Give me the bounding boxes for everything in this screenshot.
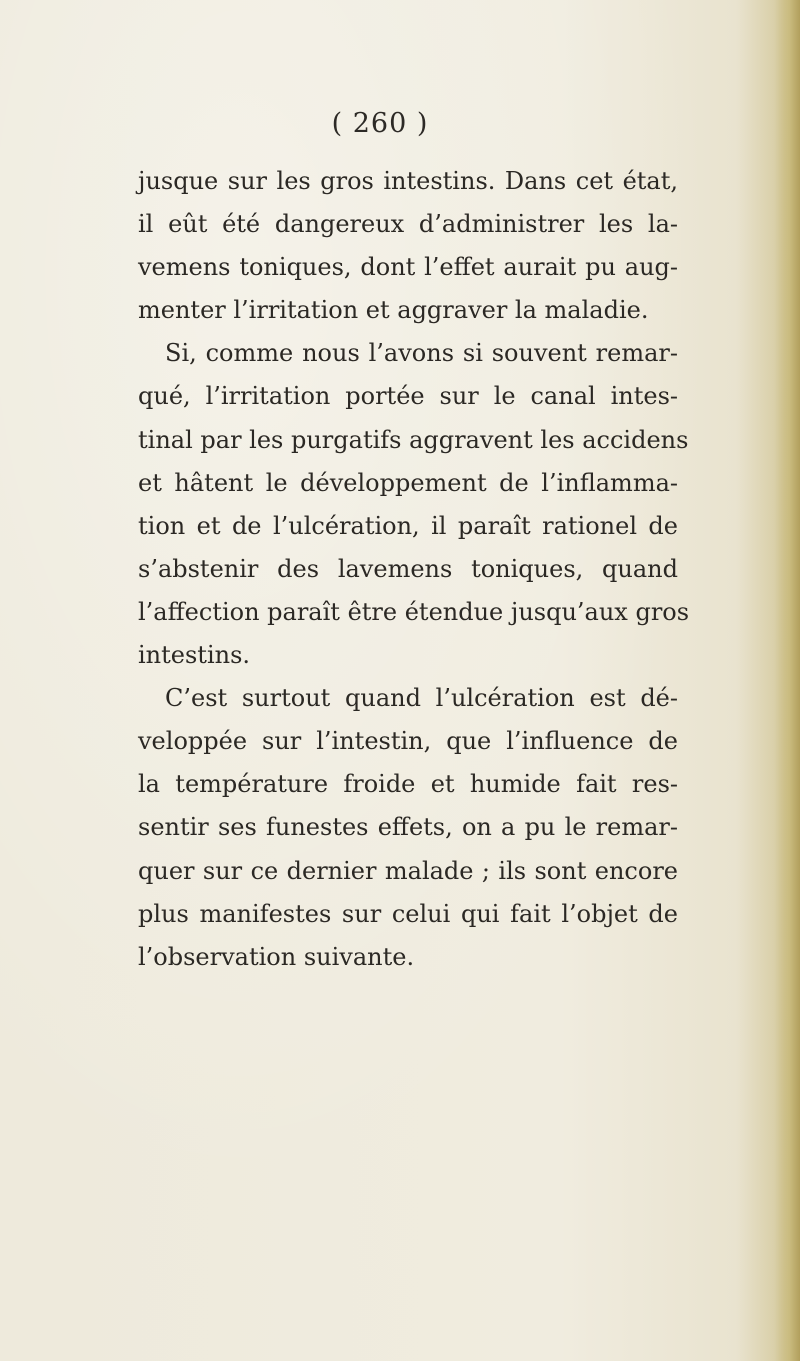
text-line: sentir ses funestes effets, on a pu le remar- <box>138 813 678 842</box>
text-line: tinal par les purgatifs aggravent les accidens <box>138 425 689 454</box>
page-number: ( 260 ) <box>331 108 429 139</box>
text-line: tion et de l’ulcération, il paraît rationel de <box>138 511 678 540</box>
text-line: s’abstenir des lavemens toniques, quand <box>138 554 678 583</box>
text-line: veloppée sur l’intestin, que l’influence de <box>138 727 678 756</box>
text-line: plus manifestes sur celui qui fait l’objet de <box>138 899 678 928</box>
text-line: vemens toniques, dont l’effet aurait pu aug- <box>138 253 678 282</box>
text-line: menter l’irritation et aggraver la maladie. <box>138 296 649 325</box>
text-line: et hâtent le développement de l’inflamma- <box>138 468 678 497</box>
page-edge-discoloration <box>774 0 800 1361</box>
text-line: l’observation suivante. <box>138 942 415 971</box>
text-line: intestins. <box>138 641 251 670</box>
paragraph-start-line: Si, comme nous l’avons si souvent remar- <box>165 339 678 368</box>
text-line: quer sur ce dernier malade ; ils sont encore <box>138 856 678 885</box>
body-text <box>138 160 690 979</box>
text-line: la température froide et humide fait res- <box>138 770 678 799</box>
text-line: il eût été dangereux d’administrer les la- <box>138 210 678 239</box>
text-line: jusque sur les gros intestins. Dans cet état, <box>138 167 678 195</box>
paragraph-start-line: C’est surtout quand l’ulcération est dé- <box>165 684 678 713</box>
text-line: qué, l’irritation portée sur le canal intes- <box>138 382 678 411</box>
text-line: l’affection paraît être étendue jusqu’aux gros <box>138 597 690 626</box>
